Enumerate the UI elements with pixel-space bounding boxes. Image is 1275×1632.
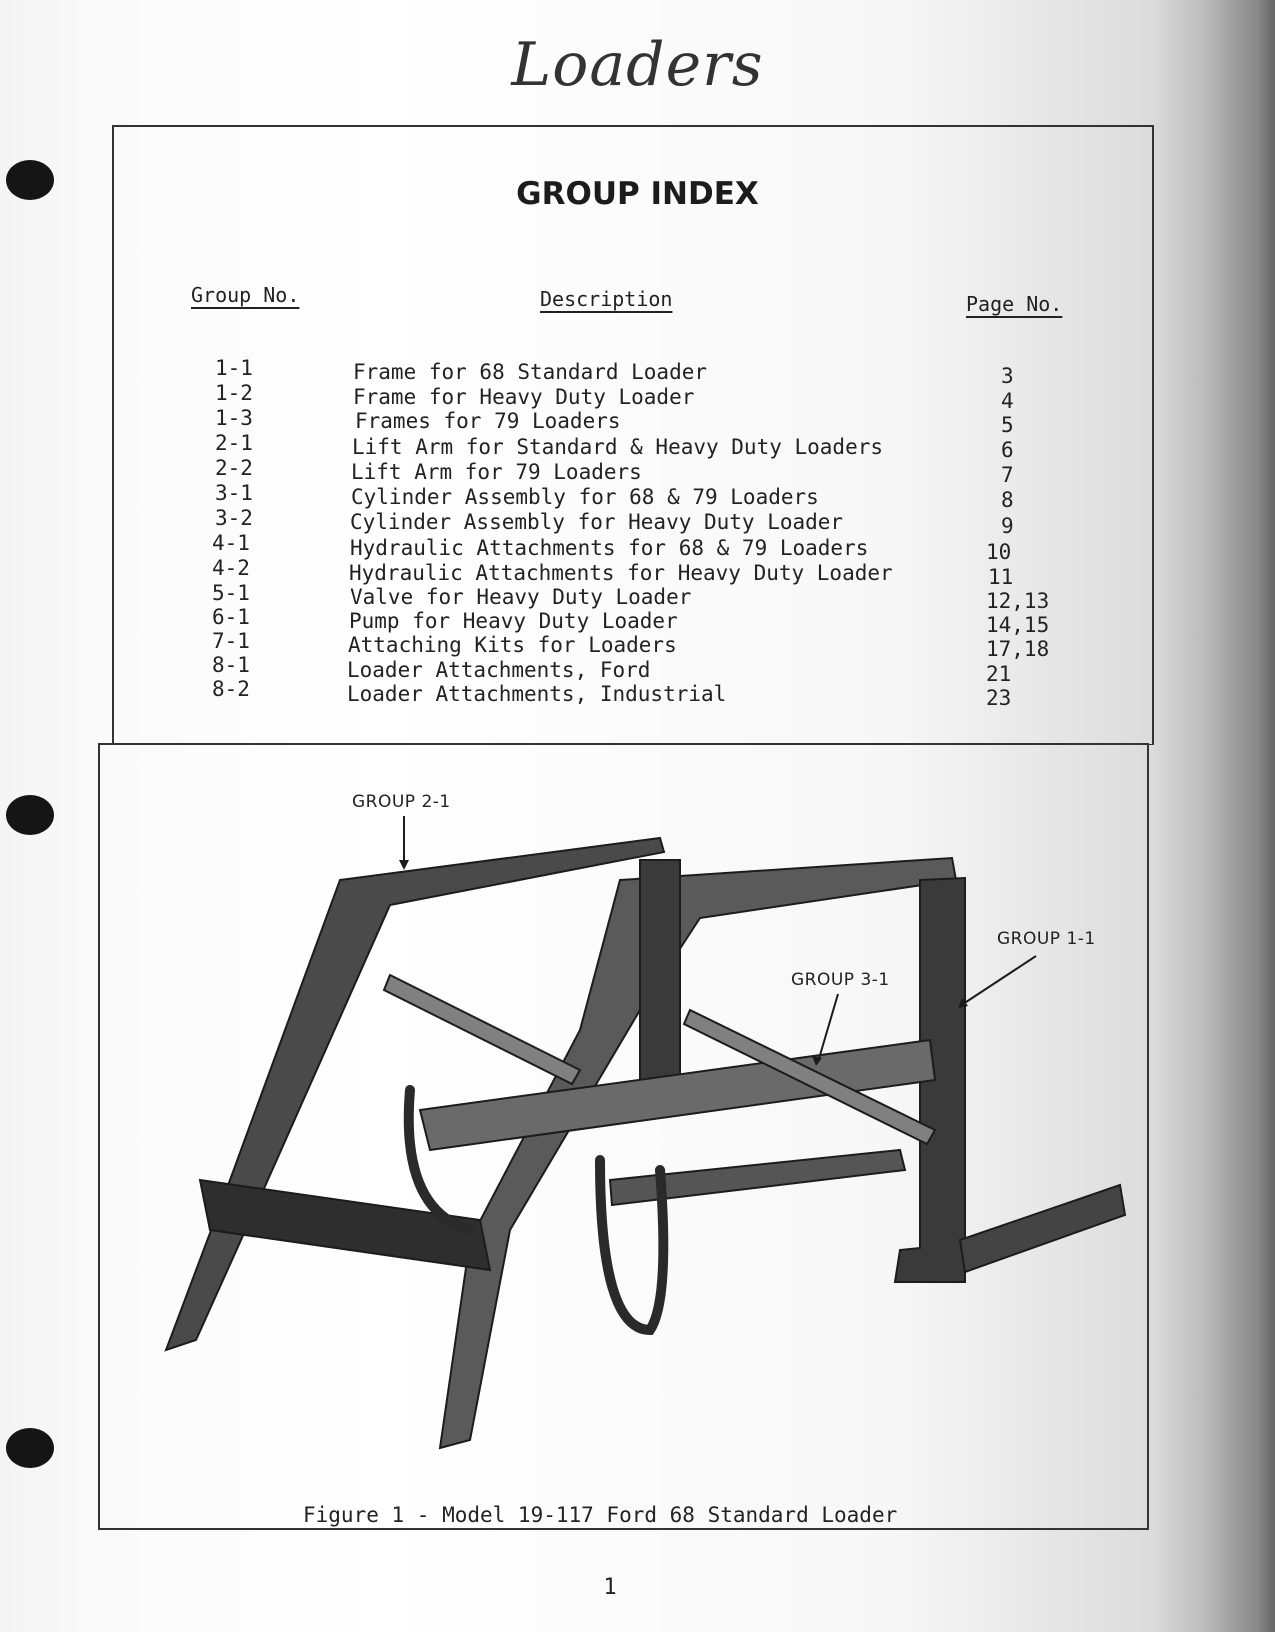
row-page-no: 23 — [986, 686, 1012, 710]
lower-support-arm — [610, 1150, 905, 1205]
row-group-no: 1-2 — [215, 381, 253, 405]
row-description: Frames for 79 Loaders — [355, 409, 621, 433]
column-header-description: Description — [540, 287, 673, 311]
row-page-no: 7 — [1001, 463, 1014, 487]
row-page-no: 11 — [988, 565, 1014, 589]
row-description: Pump for Heavy Duty Loader — [349, 609, 678, 633]
row-page-no: 6 — [1001, 438, 1014, 462]
row-group-no: 7-1 — [212, 629, 250, 653]
row-description: Attaching Kits for Loaders — [348, 633, 677, 657]
row-group-no: 3-1 — [215, 481, 253, 505]
callout-group-3-1: GROUP 3-1 — [791, 970, 890, 990]
column-header-group: Group No. — [191, 283, 300, 307]
row-description: Hydraulic Attachments for 68 & 79 Loaders — [350, 536, 869, 560]
script-title: Loaders — [511, 30, 764, 100]
row-page-no: 21 — [986, 662, 1012, 686]
row-page-no: 5 — [1001, 413, 1014, 437]
row-page-no: 4 — [1001, 389, 1014, 413]
row-description: Valve for Heavy Duty Loader — [350, 585, 692, 609]
callout-group-1-1: GROUP 1-1 — [997, 929, 1096, 949]
row-description: Lift Arm for Standard & Heavy Duty Loaders — [352, 435, 884, 459]
callout-arrow-group-1-1 — [960, 956, 1036, 1006]
callout-arrow-group-3-1 — [818, 994, 838, 1062]
row-group-no: 5-1 — [212, 581, 250, 605]
row-group-no: 1-3 — [215, 406, 253, 430]
right-foot-rail — [960, 1185, 1125, 1272]
left-cylinder — [384, 975, 580, 1084]
row-page-no: 14,15 — [986, 613, 1050, 637]
row-description: Hydraulic Attachments for Heavy Duty Loader — [349, 561, 893, 585]
figure-caption: Figure 1 - Model 19-117 Ford 68 Standard Loader — [303, 1503, 898, 1527]
row-description: Frame for Heavy Duty Loader — [353, 385, 695, 409]
left-upright-post — [640, 860, 680, 1100]
row-group-no: 2-1 — [215, 431, 253, 455]
row-description: Lift Arm for 79 Loaders — [351, 460, 642, 484]
row-page-no: 8 — [1001, 488, 1014, 512]
row-description: Cylinder Assembly for 68 & 79 Loaders — [351, 485, 819, 509]
row-group-no: 1-1 — [215, 356, 253, 380]
row-page-no: 12,13 — [986, 589, 1050, 613]
row-group-no: 8-1 — [212, 653, 250, 677]
arrowhead-group-2-1 — [399, 860, 409, 870]
row-page-no: 17,18 — [986, 637, 1050, 661]
row-group-no: 4-1 — [212, 531, 250, 555]
callout-group-2-1: GROUP 2-1 — [352, 792, 451, 812]
row-group-no: 8-2 — [212, 677, 250, 701]
column-header-page: Page No. — [966, 292, 1063, 316]
page-number: 1 — [603, 1575, 617, 1600]
row-description: Frame for 68 Standard Loader — [353, 360, 708, 384]
row-description: Loader Attachments, Ford — [347, 658, 651, 682]
row-description: Loader Attachments, Industrial — [347, 682, 727, 706]
row-group-no: 6-1 — [212, 605, 250, 629]
row-group-no: 4-2 — [212, 556, 250, 580]
row-page-no: 9 — [1001, 514, 1014, 538]
row-group-no: 2-2 — [215, 456, 253, 480]
group-index-heading: GROUP INDEX — [516, 176, 759, 212]
row-group-no: 3-2 — [215, 506, 253, 530]
row-page-no: 10 — [986, 540, 1012, 564]
row-description: Cylinder Assembly for Heavy Duty Loader — [350, 510, 844, 534]
row-page-no: 3 — [1001, 364, 1014, 388]
